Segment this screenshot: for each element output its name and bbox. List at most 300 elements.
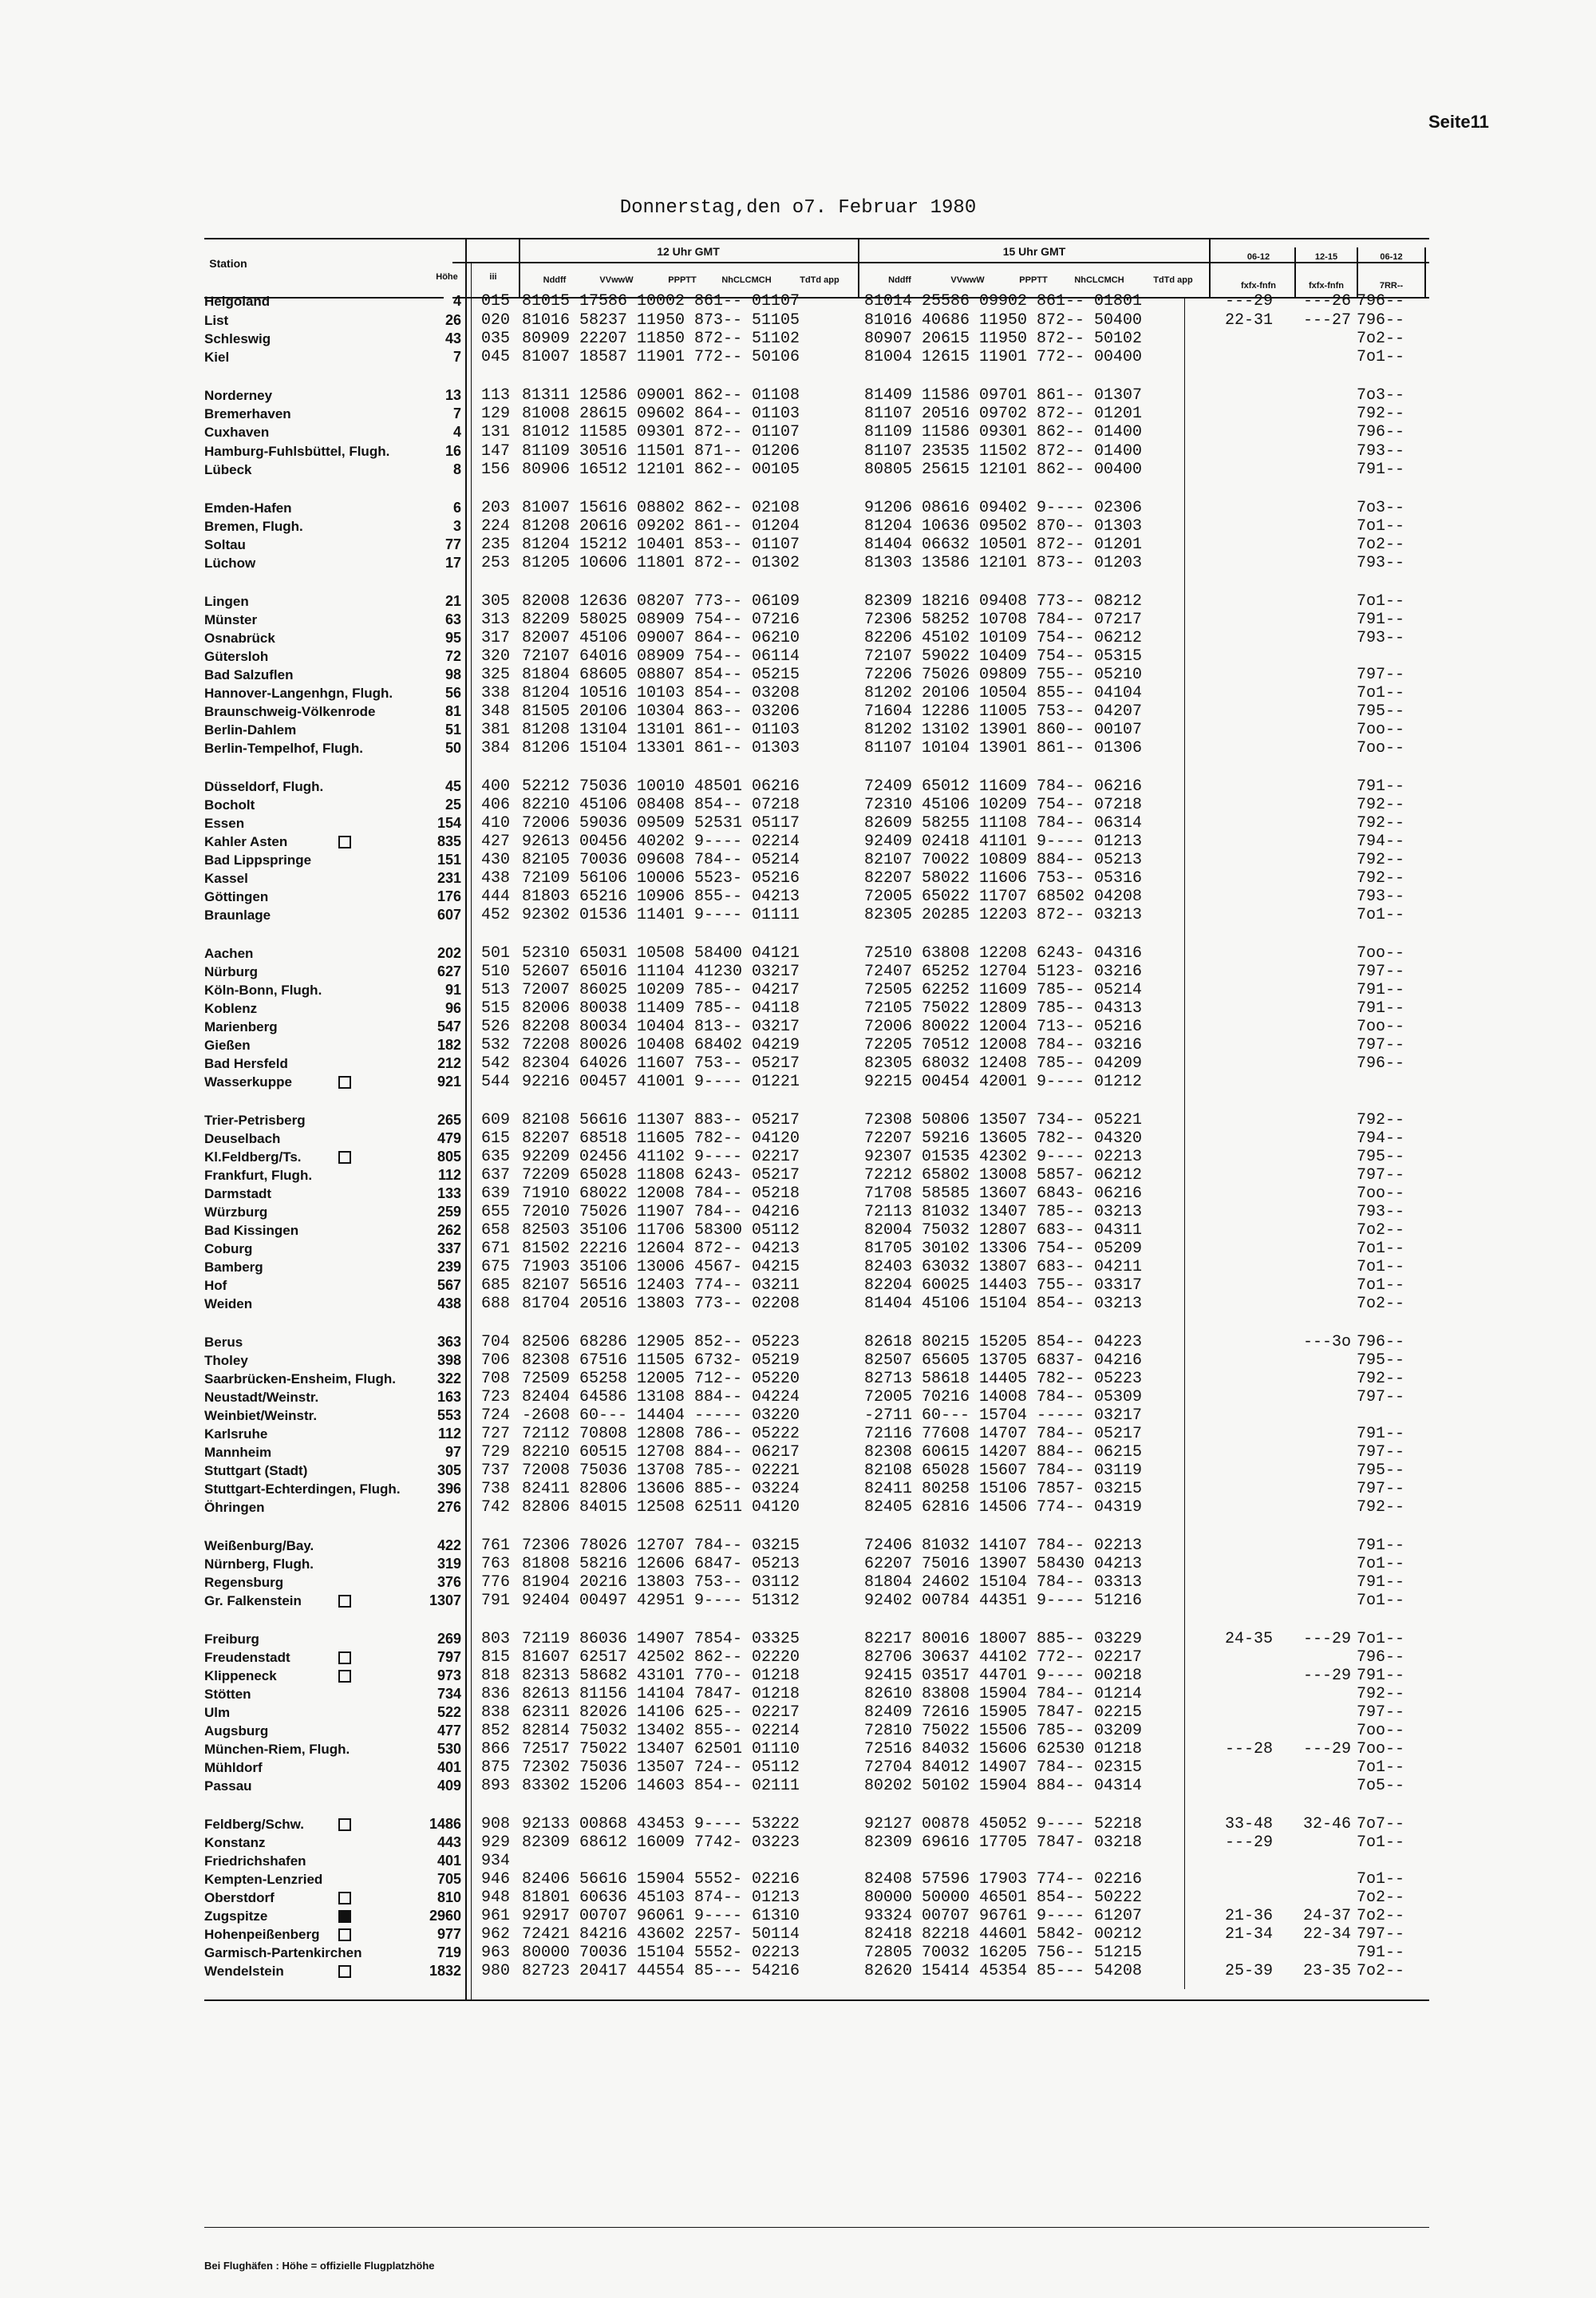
station-iii: 147	[481, 442, 511, 461]
obs-15-uhr: 82418 82218 44601 5842- 00212	[864, 1925, 1143, 1944]
precip-06-12: 7o1--	[1357, 1758, 1405, 1777]
station-iii: 406	[481, 796, 511, 814]
obs-12-uhr: 82208 80034 10404 813-- 03217	[522, 1018, 800, 1036]
station-iii: 737	[481, 1461, 511, 1480]
station-name: Düsseldorf, Flugh.	[204, 779, 324, 794]
obs-15-uhr: 82618 80215 15205 854-- 04223	[864, 1333, 1143, 1351]
precip-06-12: 792--	[1357, 869, 1405, 888]
station-name: Trier-Petrisberg	[204, 1113, 306, 1128]
precip-06-12: 7o2--	[1357, 330, 1405, 348]
obs-15-uhr: 81107 23535 11502 872-- 01400	[864, 442, 1143, 461]
obs-12-uhr: 80906 16512 12101 862-- 00105	[522, 461, 800, 479]
station-hoehe: 259	[437, 1204, 461, 1220]
precip-06-12: 797--	[1357, 1703, 1405, 1722]
obs-12-uhr: 82806 84015 12508 62511 04120	[522, 1498, 800, 1517]
obs-12-uhr: 80909 22207 11850 872-- 51102	[522, 330, 800, 348]
obs-15-uhr: 81705 30102 13306 754-- 05209	[864, 1240, 1143, 1258]
station-hoehe: 17	[444, 555, 461, 571]
station-iii: 510	[481, 963, 511, 981]
station-name: Würzburg	[204, 1204, 268, 1220]
station-name: Münster	[204, 612, 258, 627]
precip-06-12: 793--	[1357, 442, 1405, 461]
station-hoehe: 719	[437, 1944, 461, 1960]
station-hoehe: 607	[437, 907, 461, 923]
obs-12-uhr: 92404 00497 42951 9---- 51312	[522, 1592, 800, 1610]
precip-06-12: 7oo--	[1357, 739, 1405, 757]
station-iii: 763	[481, 1555, 511, 1573]
station-iii: 803	[481, 1630, 511, 1648]
station-hoehe: 239	[437, 1259, 461, 1275]
station-hoehe: 202	[437, 945, 461, 961]
obs-15-uhr: 72505 62252 11609 785-- 05214	[864, 981, 1143, 999]
station-iii: 609	[481, 1111, 511, 1129]
obs-15-uhr: 92127 00878 45052 9---- 52218	[864, 1815, 1143, 1833]
station-name: Berus	[204, 1335, 243, 1350]
station-name: Weiden	[204, 1296, 253, 1311]
station-name: Tholey	[204, 1353, 248, 1368]
obs-15-uhr: 80000 50000 46501 854-- 50222	[864, 1889, 1143, 1907]
station-hoehe: 269	[437, 1631, 461, 1647]
marker-box-icon	[338, 1910, 351, 1923]
obs-15-uhr: 91206 08616 09402 9---- 02306	[864, 499, 1143, 517]
obs-12-uhr: 72517 75022 13407 62501 01110	[522, 1740, 800, 1758]
station-name: München-Riem, Flugh.	[204, 1742, 350, 1757]
station-name: Bremerhaven	[204, 406, 291, 421]
station-name: Neustadt/Weinstr.	[204, 1390, 319, 1405]
obs-12-uhr: 72010 75026 11907 784-- 04216	[522, 1203, 800, 1221]
station-iii: 384	[481, 739, 511, 757]
station-hoehe: 50	[444, 740, 461, 756]
station-hoehe: 176	[437, 888, 461, 904]
station-iii: 452	[481, 906, 511, 924]
obs-12-uhr: 71903 35106 13006 4567- 04215	[522, 1258, 800, 1276]
obs-15-uhr: 72409 65012 11609 784-- 06216	[864, 777, 1143, 796]
station-iii: 962	[481, 1925, 511, 1944]
obs-12-uhr: 81704 20516 13803 773-- 02208	[522, 1295, 800, 1313]
precip-06-12: 791--	[1357, 1944, 1405, 1962]
obs-12-uhr: 72119 86036 14907 7854- 03325	[522, 1630, 800, 1648]
precip-06-12: 791--	[1357, 999, 1405, 1018]
station-hoehe: 7	[452, 405, 461, 421]
header-12-uhr: 12 Uhr GMT	[657, 245, 720, 258]
station-iii: 738	[481, 1480, 511, 1498]
header-12-nhclcmch: NhCLCMCH	[721, 275, 772, 285]
marker-box-icon	[338, 1818, 351, 1831]
station-name: Konstanz	[204, 1835, 266, 1850]
station-name: Mühldorf	[204, 1760, 263, 1775]
obs-15-uhr: 80805 25615 12101 862-- 00400	[864, 461, 1143, 479]
station-iii: 400	[481, 777, 511, 796]
obs-12-uhr: 81204 10516 10103 854-- 03208	[522, 684, 800, 702]
obs-15-uhr: 82309 69616 17705 7847- 03218	[864, 1833, 1143, 1852]
station-hoehe: 553	[437, 1407, 461, 1423]
obs-12-uhr: 81505 20106 10304 863-- 03206	[522, 702, 800, 721]
station-hoehe: 337	[437, 1240, 461, 1256]
station-hoehe: 212	[437, 1055, 461, 1071]
obs-15-uhr: 72206 75026 09809 755-- 05210	[864, 666, 1143, 684]
precip-06-12: 797--	[1357, 963, 1405, 981]
station-iii: 253	[481, 554, 511, 572]
obs-12-uhr: 92917 00707 96061 9---- 61310	[522, 1907, 800, 1925]
station-hoehe: 72	[444, 648, 461, 664]
precip-06-12: 7o1--	[1357, 1630, 1405, 1648]
precip-06-12: 797--	[1357, 1166, 1405, 1185]
header-15-ppptt: PPPTT	[1019, 275, 1048, 285]
station-name: Bad Salzuflen	[204, 667, 294, 682]
obs-12-uhr: 81016 58237 11950 873-- 51105	[522, 311, 800, 330]
obs-15-uhr: 72306 58252 10708 784-- 07217	[864, 611, 1143, 629]
obs-12-uhr: 81808 58216 12606 6847- 05213	[522, 1555, 800, 1573]
station-hoehe: 438	[437, 1295, 461, 1311]
precip-06-12: 791--	[1357, 777, 1405, 796]
header-12-ppptt: PPPTT	[668, 275, 697, 285]
station-name: Nürburg	[204, 964, 259, 979]
station-name: Nürnberg, Flugh.	[204, 1556, 314, 1572]
precip-06-12: 797--	[1357, 1480, 1405, 1498]
obs-12-uhr: 72306 78026 12707 784-- 03215	[522, 1537, 800, 1555]
obs-15-uhr: 82403 63032 13807 683-- 04211	[864, 1258, 1143, 1276]
obs-12-uhr: 81904 20216 13803 753-- 03112	[522, 1573, 800, 1592]
station-iii: 893	[481, 1777, 511, 1795]
extreme-12-15: ---3o	[1303, 1333, 1352, 1351]
obs-12-uhr: 72007 86025 10209 785-- 04217	[522, 981, 800, 999]
station-iii: 727	[481, 1425, 511, 1443]
marker-box-icon	[338, 1151, 351, 1164]
header-15-tdtd: TdTd app	[1153, 275, 1193, 285]
station-hoehe: 477	[437, 1723, 461, 1738]
station-iii: 235	[481, 536, 511, 554]
precip-06-12: 7o2--	[1357, 1295, 1405, 1313]
obs-15-uhr: 81409 11586 09701 861-- 01307	[864, 386, 1143, 405]
station-hoehe: 567	[437, 1277, 461, 1293]
obs-15-uhr: 81004 12615 11901 772-- 00400	[864, 348, 1143, 366]
station-name: Osnabrück	[204, 631, 275, 646]
marker-box-icon	[338, 1670, 351, 1683]
obs-15-uhr: 82610 83808 15904 784-- 01214	[864, 1685, 1143, 1703]
header-ext3-top: 06-12	[1380, 252, 1403, 262]
obs-12-uhr: 82411 82806 13606 885-- 03224	[522, 1480, 800, 1498]
obs-12-uhr: 72302 75036 13507 724-- 05112	[522, 1758, 800, 1777]
obs-12-uhr: 81804 68605 08807 854-- 05215	[522, 666, 800, 684]
header-15-nhclcmch: NhCLCMCH	[1074, 275, 1124, 285]
station-hoehe: 627	[437, 963, 461, 979]
station-iii: 532	[481, 1036, 511, 1054]
obs-12-uhr: 82406 56616 15904 5552- 02216	[522, 1870, 800, 1889]
station-name: Augsburg	[204, 1723, 269, 1738]
obs-15-uhr: 72407 65252 12704 5123- 03216	[864, 963, 1143, 981]
station-hoehe: 81	[444, 703, 461, 719]
obs-12-uhr: 81607 62517 42502 862-- 02220	[522, 1648, 800, 1667]
station-hoehe: 401	[437, 1759, 461, 1775]
obs-15-uhr: 80907 20615 11950 872-- 50102	[864, 330, 1143, 348]
station-iii: 791	[481, 1592, 511, 1610]
precip-06-12: 7o1--	[1357, 1555, 1405, 1573]
station-iii: 501	[481, 944, 511, 963]
obs-12-uhr: 82210 45106 08408 854-- 07218	[522, 796, 800, 814]
precip-06-12: 795--	[1357, 702, 1405, 721]
extreme-12-15: 32-46	[1303, 1815, 1352, 1833]
station-name: Hohenpeißenberg	[204, 1927, 320, 1942]
station-name: Bad Kissingen	[204, 1223, 299, 1238]
station-name: Braunlage	[204, 908, 271, 923]
footer-rule	[204, 2227, 1429, 2228]
obs-12-uhr: 72008 75036 13708 785-- 02221	[522, 1461, 800, 1480]
obs-15-uhr: 82409 72616 15905 7847- 02215	[864, 1703, 1143, 1722]
header-15-uhr: 15 Uhr GMT	[1002, 245, 1066, 258]
station-name: Weinbiet/Weinstr.	[204, 1408, 318, 1423]
header-station: Station	[209, 257, 247, 270]
precip-06-12: 7o1--	[1357, 592, 1405, 611]
station-hoehe: 734	[437, 1686, 461, 1702]
station-iii: 020	[481, 311, 511, 330]
precip-06-12: 7o2--	[1357, 536, 1405, 554]
extreme-06-12: 33-48	[1225, 1815, 1274, 1833]
extreme-12-15: 23-35	[1303, 1962, 1352, 1980]
station-hoehe: 1832	[429, 1963, 461, 1979]
station-name: Mannheim	[204, 1445, 272, 1460]
station-iii: 815	[481, 1648, 511, 1667]
extreme-12-15: 24-37	[1303, 1907, 1352, 1925]
station-hoehe: 479	[437, 1130, 461, 1146]
obs-12-uhr: 82308 67516 11505 6732- 05219	[522, 1351, 800, 1370]
station-iii: 637	[481, 1166, 511, 1185]
station-iii: 671	[481, 1240, 511, 1258]
obs-12-uhr: 81208 20616 09202 861-- 01204	[522, 517, 800, 536]
precip-06-12: 796--	[1357, 423, 1405, 441]
station-iii: 035	[481, 330, 511, 348]
station-name: Gr. Falkenstein	[204, 1593, 302, 1608]
station-name: Kempten-Lenzried	[204, 1872, 323, 1887]
obs-12-uhr: 82007 45106 09007 864-- 06210	[522, 629, 800, 647]
header-12-tdtd: TdTd app	[800, 275, 839, 285]
obs-12-uhr: 81015 17586 10002 861-- 01107	[522, 292, 800, 310]
obs-12-uhr: 52607 65016 11104 41230 03217	[522, 963, 800, 981]
obs-15-uhr: 81016 40686 11950 872-- 50400	[864, 311, 1143, 330]
station-hoehe: 305	[437, 1462, 461, 1478]
station-hoehe: 25	[444, 797, 461, 813]
station-name: Cuxhaven	[204, 425, 270, 440]
obs-12-uhr: 81311 12586 09001 862-- 01108	[522, 386, 800, 405]
station-hoehe: 133	[437, 1185, 461, 1201]
station-iii: 430	[481, 851, 511, 869]
station-hoehe: 977	[437, 1926, 461, 1942]
obs-15-uhr: 92409 02418 41101 9---- 01213	[864, 833, 1143, 851]
station-hoehe: 16	[444, 443, 461, 459]
station-hoehe: 805	[437, 1149, 461, 1165]
precip-06-12: 791--	[1357, 1537, 1405, 1555]
station-name: Kassel	[204, 871, 248, 886]
station-hoehe: 7	[452, 349, 461, 365]
station-name: Freiburg	[204, 1632, 259, 1647]
precip-06-12: 7o2--	[1357, 1962, 1405, 1980]
obs-15-uhr: 72310 45106 10209 754-- 07218	[864, 796, 1143, 814]
header-iii: iii	[489, 272, 497, 282]
col-divider-hoehe	[471, 263, 472, 1999]
obs-12-uhr: 92216 00457 41001 9---- 01221	[522, 1073, 800, 1091]
station-hoehe: 112	[437, 1426, 461, 1442]
footnote: Bei Flughäfen : Höhe = offizielle Flugplatzhöhe	[204, 2260, 435, 2272]
station-name: Helgoland	[204, 294, 271, 309]
station-iii: 305	[481, 592, 511, 611]
precip-06-12: 796--	[1357, 1333, 1405, 1351]
station-name: Schleswig	[204, 331, 271, 346]
station-name: Deuselbach	[204, 1131, 281, 1146]
station-name: Aachen	[204, 946, 254, 961]
station-iii: 706	[481, 1351, 511, 1370]
station-iii: 688	[481, 1295, 511, 1313]
obs-12-uhr: 82108 56616 11307 883-- 05217	[522, 1111, 800, 1129]
obs-12-uhr: 82207 68518 11605 782-- 04120	[522, 1129, 800, 1148]
header-15-nddff: Nddff	[888, 275, 911, 285]
obs-15-uhr: 72406 81032 14107 784-- 02213	[864, 1537, 1143, 1555]
station-name: Stötten	[204, 1687, 251, 1702]
station-hoehe: 96	[444, 1000, 461, 1016]
station-hoehe: 95	[444, 630, 461, 646]
station-hoehe: 3	[452, 518, 461, 534]
obs-12-uhr: 81205 10606 11801 872-- 01302	[522, 554, 800, 572]
station-name: Koblenz	[204, 1001, 258, 1016]
precip-06-12: 7o1--	[1357, 684, 1405, 702]
obs-12-uhr: 72112 70808 12808 786-- 05222	[522, 1425, 800, 1443]
station-iii: 513	[481, 981, 511, 999]
station-name: Wasserkuppe	[204, 1074, 292, 1090]
station-name: Gießen	[204, 1038, 251, 1053]
station-hoehe: 973	[437, 1667, 461, 1683]
obs-12-uhr: 80000 70036 15104 5552- 02213	[522, 1944, 800, 1962]
obs-12-uhr: 81801 60636 45103 874-- 01213	[522, 1889, 800, 1907]
page-number: Seite11	[1428, 112, 1489, 132]
station-iii: 129	[481, 405, 511, 423]
station-iii: 704	[481, 1333, 511, 1351]
obs-12-uhr: 72109 56106 10006 5523- 05216	[522, 869, 800, 888]
table-top-rule	[204, 238, 1429, 239]
precip-06-12: 795--	[1357, 1351, 1405, 1370]
precip-06-12: 796--	[1357, 311, 1405, 330]
obs-15-uhr: 82405 62816 14506 774-- 04319	[864, 1498, 1143, 1517]
obs-12-uhr: 82814 75032 13402 855-- 02214	[522, 1722, 800, 1740]
station-iii: 929	[481, 1833, 511, 1852]
obs-12-uhr: 92302 01536 11401 9---- 01111	[522, 906, 800, 924]
station-hoehe: 265	[437, 1112, 461, 1128]
station-iii: 961	[481, 1907, 511, 1925]
header-ext3-sub: 7RR--	[1379, 281, 1404, 291]
precip-06-12: 793--	[1357, 888, 1405, 906]
station-hoehe: 56	[444, 685, 461, 701]
marker-box-icon	[338, 836, 351, 848]
station-hoehe: 8	[452, 461, 461, 477]
obs-15-uhr: 82204 60025 14403 755-- 03317	[864, 1276, 1143, 1295]
obs-12-uhr: 82503 35106 11706 58300 05112	[522, 1221, 800, 1240]
station-iii: 544	[481, 1073, 511, 1091]
obs-15-uhr: 72516 84032 15606 62530 01218	[864, 1740, 1143, 1758]
precip-06-12: 7oo--	[1357, 1185, 1405, 1203]
extreme-06-12: ---28	[1225, 1740, 1274, 1758]
station-iii: 444	[481, 888, 511, 906]
obs-12-uhr: 82309 68612 16009 7742- 03223	[522, 1833, 800, 1852]
obs-15-uhr: 71604 12286 11005 753-- 04207	[864, 702, 1143, 721]
precip-06-12: 794--	[1357, 833, 1405, 851]
obs-12-uhr: -2608 60--- 14404 ----- 03220	[522, 1406, 800, 1425]
obs-15-uhr: 80202 50102 15904 884-- 04314	[864, 1777, 1143, 1795]
station-iii: 635	[481, 1148, 511, 1166]
table-bottom-rule	[204, 1999, 1429, 2001]
station-name: Bamberg	[204, 1260, 263, 1275]
station-iii: 320	[481, 647, 511, 666]
precip-06-12: 792--	[1357, 1498, 1405, 1517]
marker-box-icon	[338, 1965, 351, 1978]
station-hoehe: 396	[437, 1481, 461, 1497]
station-iii: 708	[481, 1370, 511, 1388]
station-hoehe: 4	[452, 424, 461, 440]
station-iii: 852	[481, 1722, 511, 1740]
header-ext1-top: 06-12	[1246, 252, 1270, 262]
station-name: Bremen, Flugh.	[204, 519, 303, 534]
station-name: Kl.Feldberg/Ts.	[204, 1149, 302, 1165]
obs-15-uhr: 92307 01535 42302 9---- 02213	[864, 1148, 1143, 1166]
obs-15-uhr: 81202 20106 10504 855-- 04104	[864, 684, 1143, 702]
precip-06-12: 7o1--	[1357, 906, 1405, 924]
station-hoehe: 276	[437, 1499, 461, 1515]
obs-12-uhr: 82613 81156 14104 7847- 01218	[522, 1685, 800, 1703]
marker-box-icon	[338, 1076, 351, 1089]
station-name: Kiel	[204, 350, 230, 365]
station-name: Bad Lippspringe	[204, 852, 312, 868]
station-iii: 875	[481, 1758, 511, 1777]
station-name: Marienberg	[204, 1019, 278, 1034]
obs-12-uhr: 92613 00456 40202 9---- 02214	[522, 833, 800, 851]
station-name: Braunschweig-Völkenrode	[204, 704, 376, 719]
station-hoehe: 112	[437, 1167, 461, 1183]
station-name: Hamburg-Fuhlsbüttel, Flugh.	[204, 444, 390, 459]
extreme-12-15: 22-34	[1303, 1925, 1352, 1944]
station-iii: 317	[481, 629, 511, 647]
header-12-nddff: Nddff	[543, 275, 567, 285]
obs-12-uhr: 82723 20417 44554 85--- 54216	[522, 1962, 800, 1980]
obs-12-uhr: 82006 80038 11409 785-- 04118	[522, 999, 800, 1018]
station-iii: 639	[481, 1185, 511, 1203]
station-name: Klippeneck	[204, 1668, 277, 1683]
station-name: Lüchow	[204, 556, 256, 571]
station-name: Hannover-Langenhgn, Flugh.	[204, 686, 393, 701]
station-hoehe: 26	[444, 312, 461, 328]
obs-15-uhr: 72805 70032 16205 756-- 51215	[864, 1944, 1143, 1962]
obs-12-uhr: 81204 15212 10401 853-- 01107	[522, 536, 800, 554]
extreme-06-12: 22-31	[1225, 311, 1274, 330]
station-hoehe: 163	[437, 1389, 461, 1405]
station-hoehe: 182	[437, 1037, 461, 1053]
station-hoehe: 1486	[429, 1816, 461, 1832]
station-iii: 438	[481, 869, 511, 888]
station-hoehe: 835	[437, 833, 461, 849]
precip-06-12: 792--	[1357, 405, 1405, 423]
precip-06-12: 794--	[1357, 1129, 1405, 1148]
station-iii: 838	[481, 1703, 511, 1722]
obs-12-uhr: 81803 65216 10906 855-- 04213	[522, 888, 800, 906]
precip-06-12: 793--	[1357, 1203, 1405, 1221]
station-iii: 131	[481, 423, 511, 441]
station-hoehe: 51	[444, 722, 461, 738]
station-iii: 655	[481, 1203, 511, 1221]
station-iii: 980	[481, 1962, 511, 1980]
extreme-12-15: ---29	[1303, 1630, 1352, 1648]
obs-12-uhr: 82506 68286 12905 852-- 05223	[522, 1333, 800, 1351]
obs-15-uhr: 82305 20285 12203 872-- 03213	[864, 906, 1143, 924]
station-iii: 325	[481, 666, 511, 684]
obs-12-uhr: 92209 02456 41102 9---- 02217	[522, 1148, 800, 1166]
obs-15-uhr: 82108 65028 15607 784-- 03119	[864, 1461, 1143, 1480]
station-name: Garmisch-Partenkirchen	[204, 1945, 362, 1960]
obs-12-uhr: 82304 64026 11607 753-- 05217	[522, 1054, 800, 1073]
